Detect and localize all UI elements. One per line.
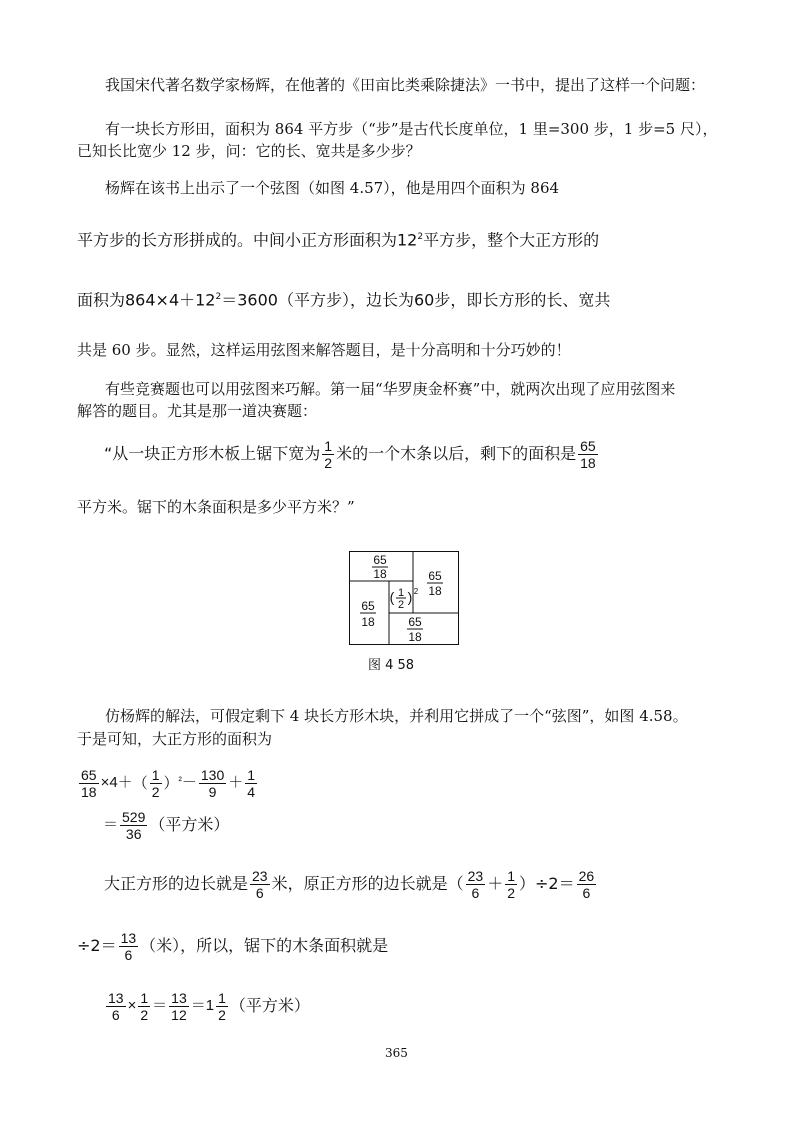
page-number: 365 (385, 1046, 408, 1060)
operator: － (181, 774, 197, 791)
label-right-numerator: 65 (428, 569, 442, 583)
operator: ＋ (228, 774, 244, 791)
text-segment: （米），所以，锯下的木条面积就是 (140, 936, 389, 955)
operator: ＝ (103, 816, 119, 833)
fraction-529-36: $\frac{529}{36}$ (122, 808, 146, 842)
text-segment: ）÷2＝ (519, 874, 575, 893)
fraction-23-6: $\frac{23}{6}$ (467, 868, 484, 901)
paragraph-line: 仿杨辉的解法，可假定剩下 4 块长方形木块，并利用它拼成了一个“弦图”，如图 4.58。 (105, 707, 688, 725)
paragraph-line: 平方米。锯下的木条面积是多少平方米？” (77, 498, 355, 516)
label-bottom-numerator: 65 (408, 615, 422, 629)
paragraph-line (77, 287, 610, 310)
string-diagram-figure (349, 551, 459, 645)
center-numerator: 1 (397, 587, 405, 599)
fraction-23-6: $\frac{23}{6}$ (252, 868, 268, 901)
problem-statement-line (104, 436, 600, 472)
fraction-130-9: $\frac{130}{9}$ (200, 766, 225, 800)
text-segment: “从一块正方形木板上锯下宽为 (104, 444, 321, 463)
unit-label: （平方米） (149, 815, 230, 834)
paragraph-line: 解答的题目。尤其是那一道决赛题： (77, 402, 318, 420)
paragraph-line: 于是可知，大正方形的面积为 (77, 730, 273, 748)
text-segment: 米，原正方形的边长就是（ (271, 874, 464, 893)
text-segment: 大正方形的边长就是 (104, 874, 249, 893)
fraction-13-12: $\frac{13}{12}$ (171, 989, 187, 1023)
fraction-26-6: $\frac{26}{6}$ (578, 868, 595, 901)
text-segment: ÷2＝ (77, 936, 117, 955)
superscript: 2 (417, 232, 424, 242)
equation-line (103, 806, 229, 843)
fraction-half: $\frac{1}{2}$ (507, 868, 515, 901)
superscript: 2 (215, 292, 222, 302)
paren: ） (163, 774, 179, 792)
paragraph-line: 杨辉在该书上出示了一个弦图（如图 4.57），他是用四个面积为 864 (105, 179, 560, 197)
operator: ＋ (487, 874, 504, 893)
fraction-half: $\frac{1}{2}$ (151, 766, 160, 800)
text-segment: 面积为864×4＋12 (77, 290, 216, 310)
label-left-denominator: 18 (361, 615, 375, 629)
label-left-numerator: 65 (361, 599, 375, 613)
operator: × (127, 997, 137, 1014)
operator: ＝ (152, 997, 168, 1014)
label-bottom-denominator: 18 (408, 630, 422, 644)
text-segment: 米的一个木条以后，剩下的面积是 (336, 444, 577, 463)
center-denominator: 2 (397, 599, 405, 611)
fraction-65-18: $\frac{65}{18}$ (580, 438, 596, 471)
center-paren-close: ) (407, 589, 413, 605)
center-paren-open: ( (389, 589, 395, 605)
paragraph-line: 共是 60 步。显然，这样运用弦图来解答题目，是十分高明和十分巧妙的！ (77, 341, 571, 359)
fraction-65-18: $\frac{65}{18}$ (81, 766, 97, 800)
paragraph-line (77, 928, 388, 964)
paragraph-line: 有些竞赛题也可以用弦图来巧解。第一届“华罗庚金杯赛”中，就两次出现了应用弦图来 (105, 380, 676, 398)
paragraph-line (77, 227, 599, 250)
label-top-denominator: 18 (373, 567, 387, 581)
paragraph-line (104, 866, 598, 902)
operator: ×4＋ (100, 774, 133, 791)
unit-label: （平方米） (229, 996, 310, 1015)
center-superscript: 2 (413, 587, 419, 596)
text-segment: ＝3600（平方步），边长为60步，即长方形的长、宽共 (221, 290, 611, 310)
paragraph-line: 我国宋代著名数学家杨辉，在他著的《田亩比类乘除捷法》一书中，提出了这样一个问题： (105, 76, 706, 94)
fraction-13-6: $\frac{13}{6}$ (120, 930, 137, 963)
fraction-half: $\frac{1}{2}$ (140, 989, 149, 1023)
equation-line (77, 764, 259, 801)
label-right-denominator: 18 (428, 584, 442, 598)
fraction-13-6: $\frac{13}{6}$ (108, 989, 124, 1023)
text-segment: 平方步，整个大正方形的 (423, 230, 600, 250)
superscript: ² (178, 776, 182, 787)
equation-line (104, 987, 310, 1024)
paragraph-line: 已知长比宽少 12 步，问：它的长、宽共是多少步？ (77, 142, 421, 160)
fraction-half: $\frac{1}{2}$ (324, 438, 333, 471)
paren: （ (132, 774, 148, 792)
fraction-1-4: $\frac{1}{4}$ (247, 766, 256, 800)
paragraph-line: 有一块长方形田，面积为 864 平方步（“步”是古代长度单位，1 里=300 步，1 步=5 尺）， (105, 120, 718, 138)
text-segment: 平方步的长方形拼成的。中间小正方形面积为12 (77, 230, 418, 250)
operator: ＝1 (190, 997, 215, 1014)
label-top-numerator: 65 (373, 553, 387, 567)
fraction-half: $\frac{1}{2}$ (218, 989, 226, 1023)
figure-caption: 图 4 58 (368, 658, 415, 673)
